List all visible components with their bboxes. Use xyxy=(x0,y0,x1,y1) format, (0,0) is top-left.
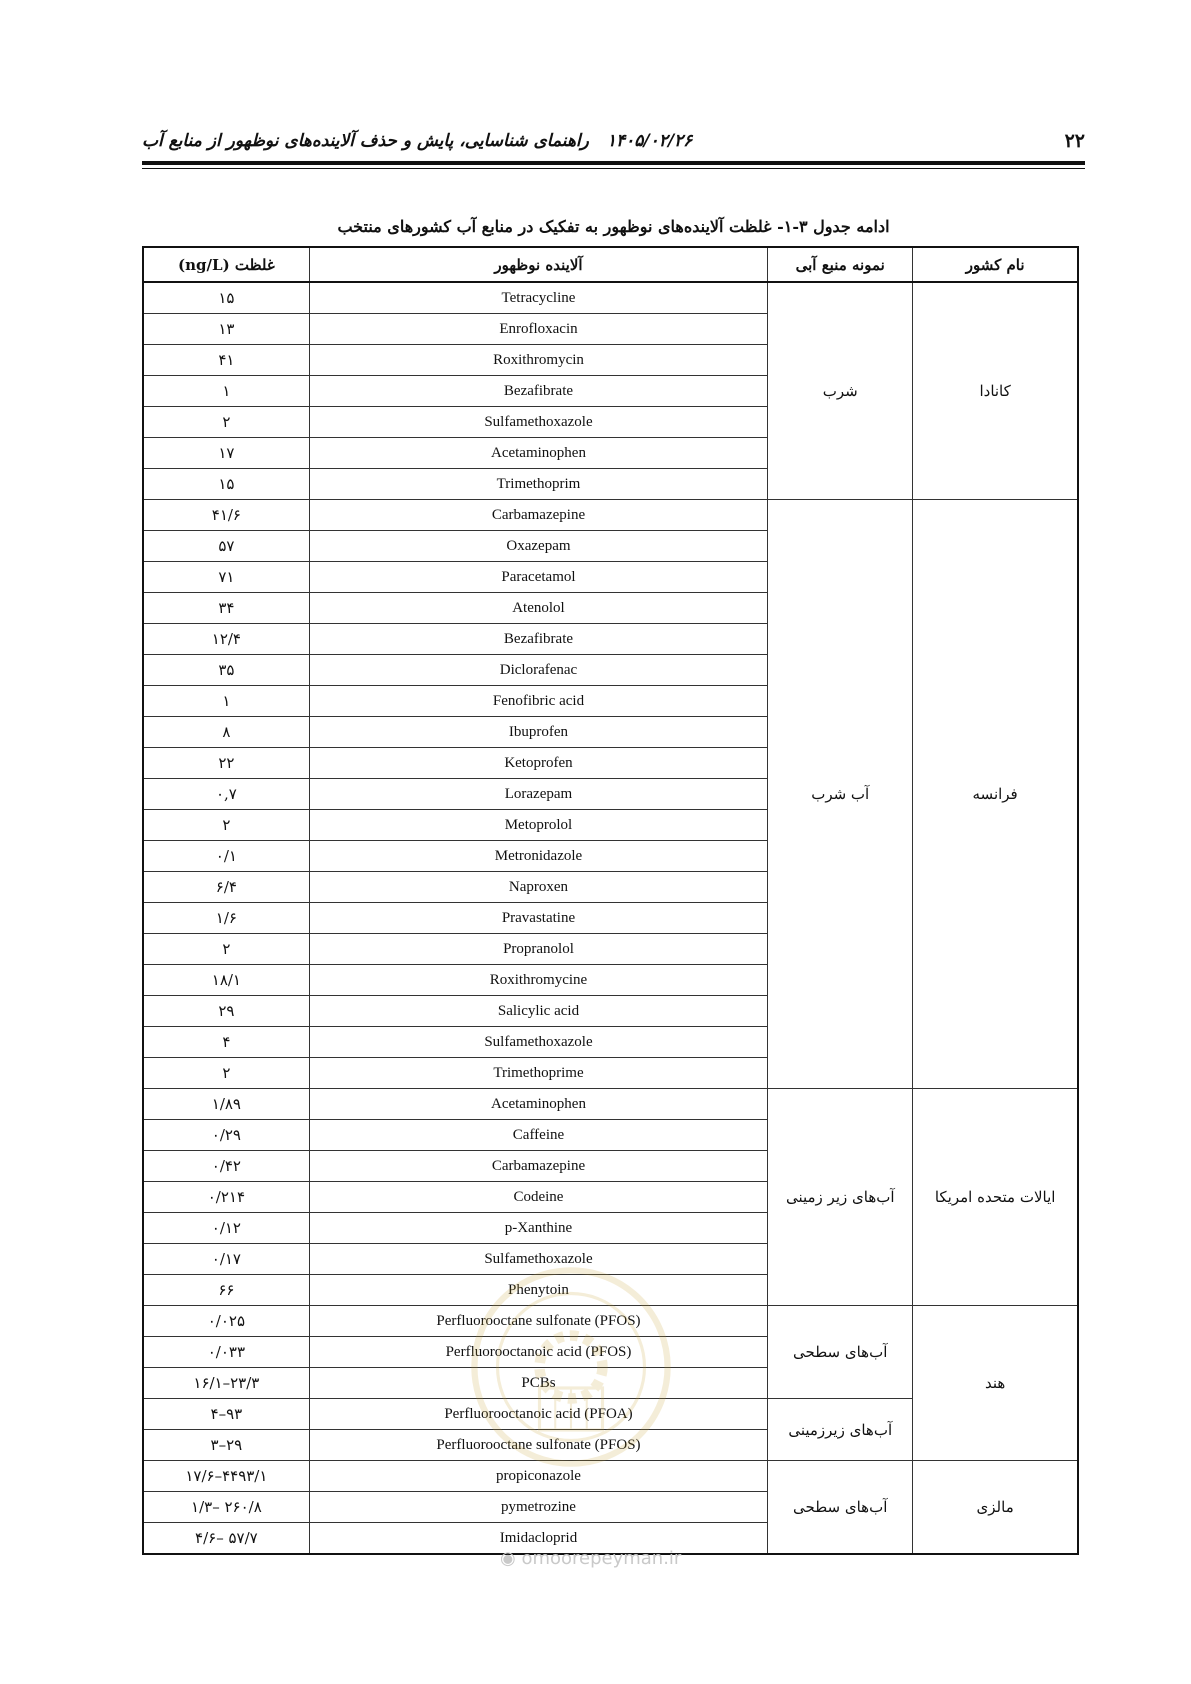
pollutant-cell: Paracetamol xyxy=(309,562,767,593)
table-row xyxy=(143,282,1078,314)
column-header-country: نام کشور xyxy=(913,247,1078,282)
pollutant-cell: Atenolol xyxy=(309,593,767,624)
pollutant-cell: Trimethoprim xyxy=(309,469,767,500)
table-row xyxy=(143,1306,1078,1337)
concentration-cell: ۰/۰۳۳ xyxy=(143,1337,309,1368)
concentration-cell: ۰/۴۲ xyxy=(143,1151,309,1182)
concentration-cell: ۲ xyxy=(143,934,309,965)
pollutant-cell: Acetaminophen xyxy=(309,438,767,469)
column-header-concentration: غلظت (ng/L) xyxy=(143,247,309,282)
concentration-cell: ۱۳ xyxy=(143,314,309,345)
column-header-source: نمونه منبع آبی xyxy=(768,247,913,282)
concentration-cell: ۰,۷ xyxy=(143,779,309,810)
column-header-pollutant: آلاینده نوظهور xyxy=(309,247,767,282)
concentration-cell: ۲۹ xyxy=(143,996,309,1027)
pollutant-cell: Ibuprofen xyxy=(309,717,767,748)
page-header xyxy=(142,130,1085,158)
concentration-cell: ۴ xyxy=(143,1027,309,1058)
pollutant-cell: Enrofloxacin xyxy=(309,314,767,345)
concentration-cell: ۲۶۰/۸ –۱/۳ xyxy=(143,1492,309,1523)
concentration-cell: ۹۳–۴ xyxy=(143,1399,309,1430)
concentration-cell: ۰/۱۷ xyxy=(143,1244,309,1275)
concentration-cell: ۵۷ xyxy=(143,531,309,562)
concentration-cell: ۲ xyxy=(143,1058,309,1089)
pollutant-cell: Metoprolol xyxy=(309,810,767,841)
concentration-cell: ۱/۶ xyxy=(143,903,309,934)
watermark-url-text: omoorepeyman.ir xyxy=(521,1548,682,1569)
concentration-cell: ۱۲/۴ xyxy=(143,624,309,655)
concentration-cell: ۱۵ xyxy=(143,282,309,314)
header-rule xyxy=(142,161,1085,165)
running-title xyxy=(142,131,692,151)
pollutant-cell: Ketoprofen xyxy=(309,748,767,779)
pollutant-cell: Tetracycline xyxy=(309,282,767,314)
concentration-cell: ۳۴ xyxy=(143,593,309,624)
header-rule-thin xyxy=(142,168,1085,169)
concentration-cell: ۴۴۹۳/۱–۱۷/۶ xyxy=(143,1461,309,1492)
pollutant-cell: Sulfamethoxazole xyxy=(309,1244,767,1275)
table-caption: ادامه جدول ۳-۱- غلظت آلاینده‌های نوظهور به تفکیک در منابع آب کشورهای منتخب xyxy=(337,217,890,236)
pollutant-cell: Imidacloprid xyxy=(309,1523,767,1555)
source-cell: آب‌های زیر زمینی xyxy=(768,1089,913,1306)
pollutant-cell: propiconazole xyxy=(309,1461,767,1492)
header-title: راهنمای شناسایی، پایش و حذف آلاینده‌های نوظهور از منابع آب xyxy=(142,131,589,151)
concentration-cell: ۰/۲۱۴ xyxy=(143,1182,309,1213)
concentration-cell: ۲۳/۳–۱۶/۱ xyxy=(143,1368,309,1399)
concentration-cell: ۰/۲۹ xyxy=(143,1120,309,1151)
pollutant-cell: Perfluorooctanoic acid (PFOA) xyxy=(309,1399,767,1430)
country-cell: مالزی xyxy=(913,1461,1078,1555)
source-cell: شرب xyxy=(768,282,913,500)
table-row xyxy=(143,1461,1078,1492)
concentration-cell: ۱/۸۹ xyxy=(143,1089,309,1120)
source-cell: آب‌های سطحی xyxy=(768,1306,913,1399)
pollutant-cell: Bezafibrate xyxy=(309,624,767,655)
concentration-cell: ۰/۱۲ xyxy=(143,1213,309,1244)
pollutant-cell: Roxithromycin xyxy=(309,345,767,376)
page-number: ۲۲ xyxy=(1064,130,1085,152)
header-date: ۱۴۰۵/۰۲/۲۶ xyxy=(606,131,693,151)
concentration-cell: ۴۱/۶ xyxy=(143,500,309,531)
concentration-cell: ۴۱ xyxy=(143,345,309,376)
country-cell: فرانسه xyxy=(913,500,1078,1089)
concentration-cell: ۳۵ xyxy=(143,655,309,686)
concentration-cell: ۲ xyxy=(143,810,309,841)
pollutant-cell: Diclorafenac xyxy=(309,655,767,686)
concentration-cell: ۲۹–۳ xyxy=(143,1430,309,1461)
concentration-cell: ۱۸/۱ xyxy=(143,965,309,996)
pollutant-cell: Naproxen xyxy=(309,872,767,903)
pollutant-cell: Bezafibrate xyxy=(309,376,767,407)
pollutant-cell: Metronidazole xyxy=(309,841,767,872)
concentration-cell: ۲۲ xyxy=(143,748,309,779)
pollutant-cell: Perfluorooctanoic acid (PFOS) xyxy=(309,1337,767,1368)
pollutant-cell: Carbamazepine xyxy=(309,1151,767,1182)
pollutant-cell: Phenytoin xyxy=(309,1275,767,1306)
pollutant-cell: Codeine xyxy=(309,1182,767,1213)
pollutant-cell: PCBs xyxy=(309,1368,767,1399)
concentration-table xyxy=(142,246,1079,1555)
concentration-cell: ۵۷/۷ –۴/۶ xyxy=(143,1523,309,1555)
concentration-cell: ۶/۴ xyxy=(143,872,309,903)
country-cell: هند xyxy=(913,1306,1078,1461)
pollutant-cell: pymetrozine xyxy=(309,1492,767,1523)
concentration-cell: ۱۵ xyxy=(143,469,309,500)
table-row xyxy=(143,500,1078,531)
pollutant-cell: Sulfamethoxazole xyxy=(309,407,767,438)
pollutant-cell: Trimethoprime xyxy=(309,1058,767,1089)
source-cell: آب‌های سطحی xyxy=(768,1461,913,1555)
concentration-cell: ۱ xyxy=(143,686,309,717)
concentration-cell: ۶۶ xyxy=(143,1275,309,1306)
concentration-cell: ۸ xyxy=(143,717,309,748)
pollutant-cell: Carbamazepine xyxy=(309,500,767,531)
pollutant-cell: Fenofibric acid xyxy=(309,686,767,717)
source-cell: آب‌های زیرزمینی xyxy=(768,1399,913,1461)
pollutant-cell: Caffeine xyxy=(309,1120,767,1151)
table-body xyxy=(143,282,1078,1554)
pollutant-cell: Sulfamethoxazole xyxy=(309,1027,767,1058)
country-cell: کانادا xyxy=(913,282,1078,500)
pollutant-cell: Acetaminophen xyxy=(309,1089,767,1120)
concentration-cell: ۲ xyxy=(143,407,309,438)
table-header-row xyxy=(143,247,1078,282)
pollutant-cell: p-Xanthine xyxy=(309,1213,767,1244)
pollutant-cell: Pravastatine xyxy=(309,903,767,934)
pollutant-cell: Propranolol xyxy=(309,934,767,965)
pollutant-cell: Roxithromycine xyxy=(309,965,767,996)
country-cell: ایالات متحده امریکا xyxy=(913,1089,1078,1306)
concentration-cell: ۱ xyxy=(143,376,309,407)
table-row xyxy=(143,1089,1078,1120)
concentration-cell: ۱۷ xyxy=(143,438,309,469)
pollutant-cell: Lorazepam xyxy=(309,779,767,810)
concentration-cell: ۷۱ xyxy=(143,562,309,593)
watermark-url: ◉ omoorepeyman.ir xyxy=(500,1548,682,1569)
concentration-cell: ۰/۰۲۵ xyxy=(143,1306,309,1337)
pollutant-cell: Perfluorooctane sulfonate (PFOS) xyxy=(309,1306,767,1337)
source-cell: آب شرب xyxy=(768,500,913,1089)
pollutant-cell: Salicylic acid xyxy=(309,996,767,1027)
pollutant-cell: Perfluorooctane sulfonate (PFOS) xyxy=(309,1430,767,1461)
pollutant-cell: Oxazepam xyxy=(309,531,767,562)
concentration-cell: ۰/۱ xyxy=(143,841,309,872)
